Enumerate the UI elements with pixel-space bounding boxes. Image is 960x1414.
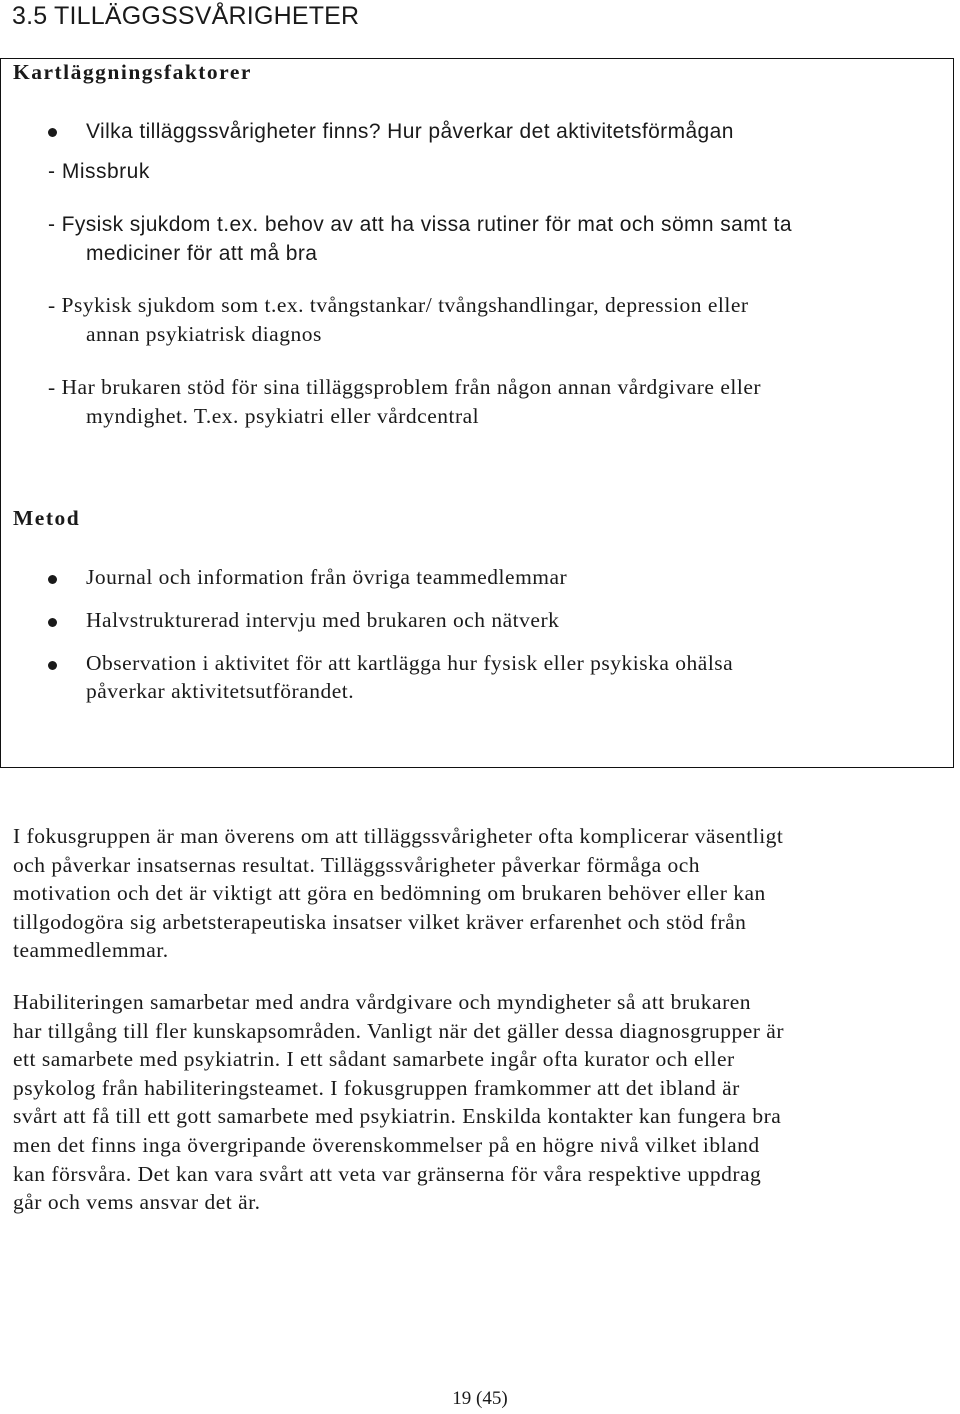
assessment-factors-title: Kartläggningsfaktorer bbox=[13, 60, 252, 84]
section-heading: 3.5 TILLÄGGSSVÅRIGHETER bbox=[12, 2, 360, 30]
body-paragraph bbox=[13, 988, 948, 1217]
method-item: Observation i aktivitet för att kartlägga hur fysisk eller psykiska ohälsa bbox=[86, 651, 734, 675]
body-paragraph bbox=[13, 822, 948, 965]
bullet-icon bbox=[48, 128, 57, 137]
paragraph-line: psykolog från habiliteringsteamet. I fokusgruppen framkommer att det ibland är bbox=[13, 1075, 740, 1100]
method-item: Journal och information från övriga teammedlemmar bbox=[86, 565, 568, 589]
paragraph-line: tillgodogöra sig arbetsterapeutiska insatser vilket kräver erfarenhet och stöd från bbox=[13, 909, 747, 934]
paragraph-line: och påverkar insatsernas resultat. Tilläggssvårigheter påverkar förmåga och bbox=[13, 852, 701, 877]
factor-item-continued: annan psykiatrisk diagnos bbox=[86, 322, 322, 346]
factor-item: - Har brukaren stöd för sina tilläggsproblem från någon annan vårdgivare eller bbox=[48, 375, 762, 399]
factor-item: - Missbruk bbox=[48, 160, 150, 183]
paragraph-line: Habiliteringen samarbetar med andra vårdgivare och myndigheter så att brukaren bbox=[13, 990, 752, 1014]
bullet-icon bbox=[48, 575, 57, 584]
factor-item: - Psykisk sjukdom som t.ex. tvångstankar/ tvångshandlingar, depression eller bbox=[48, 293, 749, 317]
method-item: Halvstrukturerad intervju med brukaren och nätverk bbox=[86, 608, 560, 632]
factor-item-continued: myndighet. T.ex. psykiatri eller vårdcentral bbox=[86, 404, 480, 428]
paragraph-line: kan försvåra. Det kan vara svårt att veta var gränserna för våra respektive uppdrag bbox=[13, 1161, 762, 1186]
bullet-icon bbox=[48, 661, 57, 670]
factor-item: - Fysisk sjukdom t.ex. behov av att ha vissa rutiner för mat och sömn samt ta bbox=[48, 213, 792, 236]
factors-question: Vilka tilläggssvårigheter finns? Hur påverkar det aktivitetsförmågan bbox=[86, 120, 734, 143]
method-title: Metod bbox=[13, 506, 81, 530]
paragraph-line: motivation och det är viktigt att göra en bedömning om brukaren behöver eller kan bbox=[13, 881, 766, 906]
factor-item-continued: mediciner för att må bra bbox=[86, 242, 318, 265]
paragraph-line: går och vems ansvar det är. bbox=[13, 1190, 261, 1215]
paragraph-line: svårt att få till ett gott samarbete med psykiatrin. Enskilda kontakter kan fungera bra bbox=[13, 1104, 782, 1129]
paragraph-line: teammedlemmar. bbox=[13, 938, 169, 963]
paragraph-line: ett samarbete med psykiatrin. I ett sådant samarbete ingår ofta kurator och eller bbox=[13, 1047, 735, 1072]
page-number: 19 (45) bbox=[452, 1388, 508, 1409]
paragraph-line: har tillgång till fler kunskapsområden. Vanligt när det gäller dessa diagnosgrupper är bbox=[13, 1018, 785, 1043]
paragraph-line: men det finns inga övergripande överenskommelser på en högre nivå vilket ibland bbox=[13, 1132, 760, 1157]
method-item-continued: påverkar aktivitetsutförandet. bbox=[86, 679, 355, 703]
paragraph-line: I fokusgruppen är man överens om att tilläggssvårigheter ofta komplicerar väsentligt bbox=[13, 824, 784, 848]
bullet-icon bbox=[48, 618, 57, 627]
